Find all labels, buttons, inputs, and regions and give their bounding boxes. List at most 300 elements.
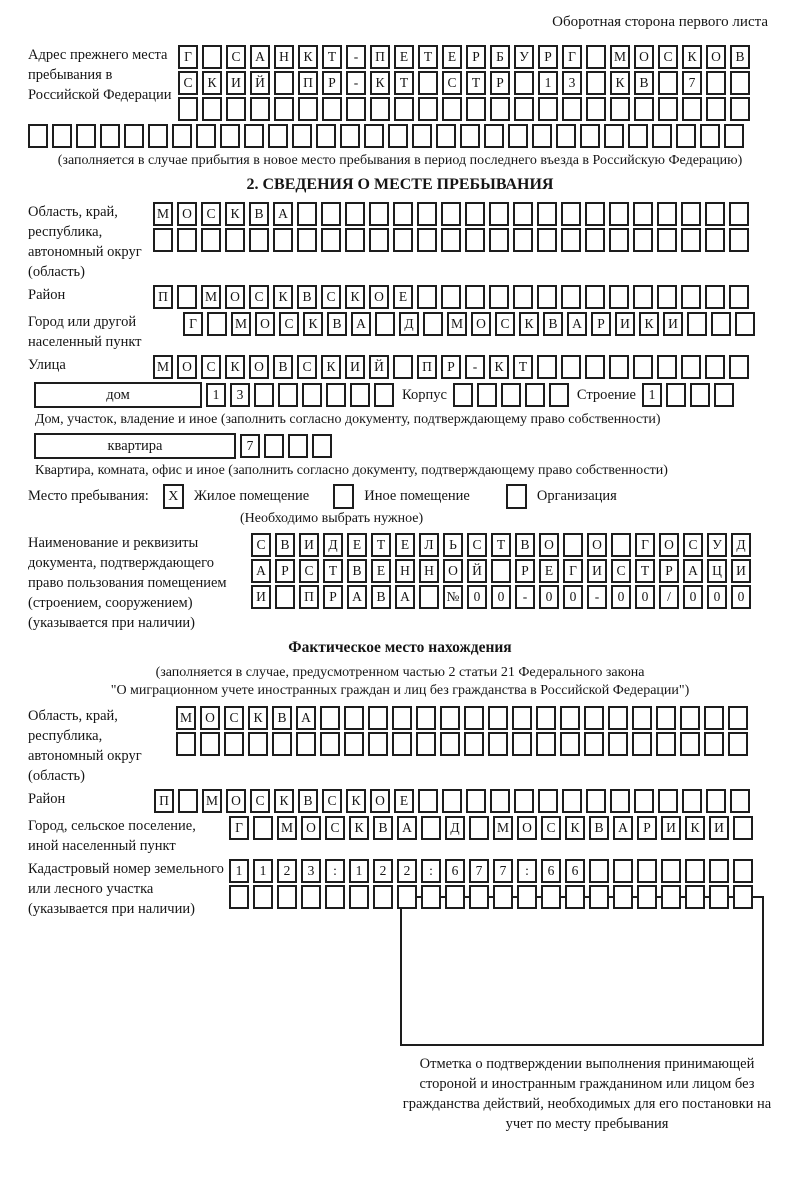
- char-box: К: [489, 355, 509, 379]
- char-box: [392, 732, 412, 756]
- char-box: [417, 285, 437, 309]
- char-box: [730, 71, 750, 95]
- char-box: [388, 124, 408, 148]
- char-box: Т: [466, 71, 486, 95]
- char-box: [513, 285, 533, 309]
- char-box: [440, 732, 460, 756]
- char-box: [685, 859, 705, 883]
- char-box: [442, 789, 462, 813]
- char-box: 1: [349, 859, 369, 883]
- char-box: [728, 732, 748, 756]
- char-box: [652, 124, 672, 148]
- char-box: [508, 124, 528, 148]
- char-box: [682, 789, 702, 813]
- char-box: Р: [322, 71, 342, 95]
- char-box: [417, 228, 437, 252]
- city-field: [28, 312, 772, 352]
- char-box: [560, 732, 580, 756]
- char-box: А: [273, 202, 293, 226]
- document-row-3: [251, 585, 751, 609]
- apartment-box: квартира: [34, 433, 236, 459]
- char-box: О: [539, 533, 559, 557]
- char-box: [321, 202, 341, 226]
- char-box: О: [301, 816, 321, 840]
- char-box: [637, 885, 657, 909]
- section2-title: 2. СВЕДЕНИЯ О МЕСТЕ ПРЕБЫВАНИЯ: [246, 176, 554, 193]
- char-box: [52, 124, 72, 148]
- char-box: Т: [322, 45, 342, 69]
- actual-region-field: [28, 706, 772, 786]
- char-box: [346, 97, 366, 121]
- cadastral-row-1: [229, 859, 753, 883]
- char-box: 7: [240, 434, 260, 458]
- char-box: [733, 885, 753, 909]
- char-box: [729, 355, 749, 379]
- char-box: [656, 706, 676, 730]
- char-box: [488, 732, 508, 756]
- char-box: [200, 732, 220, 756]
- char-box: 2: [277, 859, 297, 883]
- char-box: Д: [731, 533, 751, 557]
- char-box: [490, 789, 510, 813]
- char-box: [392, 706, 412, 730]
- char-box: С: [321, 285, 341, 309]
- char-box: [537, 202, 557, 226]
- char-box: 3: [230, 383, 250, 407]
- char-box: 1: [538, 71, 558, 95]
- char-box: 0: [563, 585, 583, 609]
- char-box: [608, 732, 628, 756]
- char-box: [733, 859, 753, 883]
- char-box: [633, 355, 653, 379]
- char-box: И: [661, 816, 681, 840]
- char-box: -: [346, 71, 366, 95]
- char-box: Т: [323, 559, 343, 583]
- char-box: К: [345, 285, 365, 309]
- char-box: [488, 706, 508, 730]
- char-box: /: [659, 585, 679, 609]
- char-box: [248, 732, 268, 756]
- char-box: И: [709, 816, 729, 840]
- char-box: О: [255, 312, 275, 336]
- char-box: [344, 732, 364, 756]
- char-box: М: [153, 355, 173, 379]
- char-box: [561, 355, 581, 379]
- char-box: [685, 885, 705, 909]
- region-row-1: [153, 202, 749, 226]
- char-box: 0: [491, 585, 511, 609]
- char-box: К: [274, 789, 294, 813]
- char-box: А: [296, 706, 316, 730]
- prev-address-field: [28, 45, 772, 121]
- char-box: 1: [642, 383, 662, 407]
- district-label: Район: [28, 287, 66, 303]
- char-box: [613, 859, 633, 883]
- char-box: [445, 885, 465, 909]
- char-box: [268, 124, 288, 148]
- char-box: [253, 885, 273, 909]
- char-box: [226, 97, 246, 121]
- char-box: [253, 816, 273, 840]
- char-box: Р: [466, 45, 486, 69]
- char-box: К: [639, 312, 659, 336]
- char-box: -: [515, 585, 535, 609]
- char-box: К: [519, 312, 539, 336]
- char-box: [585, 285, 605, 309]
- char-box: Ь: [443, 533, 463, 557]
- char-box: [536, 706, 556, 730]
- char-box: [538, 789, 558, 813]
- char-box: [525, 383, 545, 407]
- char-box: [220, 124, 240, 148]
- prev-address-row-2: [178, 71, 750, 95]
- char-box: П: [154, 789, 174, 813]
- region-field: [28, 202, 772, 282]
- char-box: Е: [371, 559, 391, 583]
- char-box: И: [299, 533, 319, 557]
- char-box: В: [371, 585, 391, 609]
- char-box: П: [298, 71, 318, 95]
- char-box: [202, 97, 222, 121]
- char-box: [298, 97, 318, 121]
- char-box: [465, 202, 485, 226]
- char-box: [730, 97, 750, 121]
- char-box: [657, 228, 677, 252]
- char-box: [345, 202, 365, 226]
- char-box: [196, 124, 216, 148]
- char-box: [350, 383, 370, 407]
- char-box: [369, 228, 389, 252]
- char-box: Т: [371, 533, 391, 557]
- char-box: -: [465, 355, 485, 379]
- prev-address-label: Адрес прежнего места пребывания в Российской Федерации: [28, 47, 172, 103]
- char-box: Г: [562, 45, 582, 69]
- char-box: [393, 202, 413, 226]
- char-box: Е: [394, 45, 414, 69]
- char-box: 0: [467, 585, 487, 609]
- char-box: [628, 124, 648, 148]
- char-box: Е: [395, 533, 415, 557]
- char-box: В: [272, 706, 292, 730]
- char-box: [436, 124, 456, 148]
- char-box: К: [346, 789, 366, 813]
- char-box: В: [634, 71, 654, 95]
- char-box: [397, 885, 417, 909]
- char-box: [441, 285, 461, 309]
- char-box: 0: [683, 585, 703, 609]
- region-row-2: [153, 228, 749, 252]
- char-box: К: [298, 45, 318, 69]
- house-box: дом: [34, 382, 202, 408]
- char-box: [368, 706, 388, 730]
- char-box: 0: [731, 585, 751, 609]
- char-box: Л: [419, 533, 439, 557]
- char-box: [229, 885, 249, 909]
- apartment-cells: [240, 434, 332, 458]
- char-box: [153, 228, 173, 252]
- char-box: К: [273, 285, 293, 309]
- char-box: [512, 706, 532, 730]
- char-box: [632, 732, 652, 756]
- char-box: К: [685, 816, 705, 840]
- char-box: Р: [323, 585, 343, 609]
- char-box: [585, 228, 605, 252]
- char-box: 0: [635, 585, 655, 609]
- char-box: О: [249, 355, 269, 379]
- char-box: Т: [513, 355, 533, 379]
- char-box: [464, 706, 484, 730]
- char-box: [441, 202, 461, 226]
- char-box: 1: [229, 859, 249, 883]
- char-box: А: [347, 585, 367, 609]
- char-box: [728, 706, 748, 730]
- char-box: [586, 789, 606, 813]
- char-box: [532, 124, 552, 148]
- char-box: [711, 312, 731, 336]
- char-box: И: [615, 312, 635, 336]
- char-box: [340, 124, 360, 148]
- char-box: [611, 533, 631, 557]
- actual-location-note-2: "О миграционном учете иностранных граждан и лиц без гражданства в Российской Федерации"): [110, 683, 690, 698]
- char-box: И: [663, 312, 683, 336]
- char-box: [124, 124, 144, 148]
- document-field: [28, 533, 772, 633]
- char-box: [690, 383, 710, 407]
- char-box: Д: [323, 533, 343, 557]
- char-box: Р: [490, 71, 510, 95]
- document-row-1: [251, 533, 751, 557]
- char-box: [250, 97, 270, 121]
- char-box: [512, 732, 532, 756]
- char-box: [464, 732, 484, 756]
- char-box: Е: [347, 533, 367, 557]
- char-box: [418, 97, 438, 121]
- document-row-2: [251, 559, 751, 583]
- house-row: [28, 382, 772, 408]
- char-box: [202, 45, 222, 69]
- char-box: [681, 285, 701, 309]
- char-box: Т: [635, 559, 655, 583]
- char-box: [244, 124, 264, 148]
- confirmation-stamp-box: [400, 896, 764, 1046]
- char-box: [249, 228, 269, 252]
- korpus-label: Корпус: [402, 386, 447, 403]
- char-box: [706, 97, 726, 121]
- char-box: Р: [637, 816, 657, 840]
- char-box: И: [345, 355, 365, 379]
- street-label: Улица: [28, 357, 66, 373]
- char-box: О: [587, 533, 607, 557]
- char-box: 1: [206, 383, 226, 407]
- char-box: :: [517, 859, 537, 883]
- char-box: С: [495, 312, 515, 336]
- actual-district-label: Район: [28, 791, 66, 807]
- char-box: М: [447, 312, 467, 336]
- char-box: [297, 228, 317, 252]
- char-box: [275, 585, 295, 609]
- char-box: Г: [563, 559, 583, 583]
- char-box: [610, 789, 630, 813]
- char-box: [274, 71, 294, 95]
- char-box: [585, 355, 605, 379]
- district-field: [28, 285, 772, 309]
- char-box: [658, 97, 678, 121]
- char-box: Р: [591, 312, 611, 336]
- other-premises-label: Иное помещение: [364, 488, 470, 504]
- char-box: [666, 383, 686, 407]
- char-box: :: [325, 859, 345, 883]
- char-box: А: [397, 816, 417, 840]
- actual-city-row: [229, 816, 753, 840]
- char-box: Е: [539, 559, 559, 583]
- char-box: 2: [397, 859, 417, 883]
- district-row: [153, 285, 749, 309]
- char-box: О: [177, 355, 197, 379]
- char-box: С: [683, 533, 703, 557]
- char-box: [580, 124, 600, 148]
- char-box: [729, 228, 749, 252]
- char-box: [608, 706, 628, 730]
- char-box: А: [613, 816, 633, 840]
- char-box: [589, 885, 609, 909]
- apartment-caption: Квартира, комната, офис и иное (заполнить согласно документу, подтверждающему право собственности): [35, 463, 668, 478]
- char-box: [460, 124, 480, 148]
- char-box: 7: [682, 71, 702, 95]
- char-box: [637, 859, 657, 883]
- char-box: [658, 71, 678, 95]
- char-box: 7: [493, 859, 513, 883]
- char-box: [489, 285, 509, 309]
- prev-address-row-3: [178, 97, 750, 121]
- char-box: [537, 285, 557, 309]
- actual-region-label: Область, край, республика, автономный округ (область): [28, 708, 142, 784]
- char-box: [514, 789, 534, 813]
- char-box: М: [277, 816, 297, 840]
- char-box: [704, 732, 724, 756]
- char-box: О: [659, 533, 679, 557]
- char-box: [706, 789, 726, 813]
- other-premises-checkbox: [333, 484, 354, 509]
- char-box: -: [587, 585, 607, 609]
- char-box: [465, 285, 485, 309]
- char-box: [421, 885, 441, 909]
- char-box: Й: [369, 355, 389, 379]
- char-box: [733, 816, 753, 840]
- char-box: [278, 383, 298, 407]
- char-box: -: [346, 45, 366, 69]
- char-box: [364, 124, 384, 148]
- city-label: Город или другой населенный пункт: [28, 314, 142, 350]
- char-box: [556, 124, 576, 148]
- char-box: [419, 585, 439, 609]
- stroenie-cells: [642, 383, 734, 407]
- prev-address-rows: [178, 45, 750, 121]
- char-box: Р: [441, 355, 461, 379]
- char-box: Р: [659, 559, 679, 583]
- char-box: [681, 355, 701, 379]
- char-box: [609, 228, 629, 252]
- char-box: [537, 228, 557, 252]
- char-box: [513, 228, 533, 252]
- stay-type-label: Место пребывания:: [28, 488, 149, 504]
- char-box: [491, 559, 511, 583]
- char-box: [735, 312, 755, 336]
- char-box: Й: [250, 71, 270, 95]
- char-box: [705, 228, 725, 252]
- char-box: [393, 228, 413, 252]
- char-box: [28, 124, 48, 148]
- char-box: Т: [418, 45, 438, 69]
- char-box: [586, 45, 606, 69]
- char-box: [297, 202, 317, 226]
- stay-option-other: [333, 484, 470, 509]
- char-box: [501, 383, 521, 407]
- stroenie-label: Строение: [576, 386, 636, 403]
- actual-district-field: [28, 789, 772, 813]
- char-box: :: [421, 859, 441, 883]
- char-box: [585, 202, 605, 226]
- char-box: С: [201, 202, 221, 226]
- residential-label: Жилое помещение: [193, 488, 310, 504]
- char-box: [680, 706, 700, 730]
- char-box: [609, 355, 629, 379]
- char-box: [584, 706, 604, 730]
- char-box: [729, 202, 749, 226]
- char-box: [658, 789, 678, 813]
- char-box: [589, 859, 609, 883]
- char-box: [441, 228, 461, 252]
- char-box: [493, 885, 513, 909]
- actual-location-note-1: (заполняется в случае, предусмотренном частью 2 статьи 21 Федерального закона: [155, 665, 645, 680]
- char-box: 6: [541, 859, 561, 883]
- char-box: [254, 383, 274, 407]
- stay-option-residential: [163, 484, 309, 509]
- char-box: Г: [178, 45, 198, 69]
- stay-type-hint: (Необходимо выбрать нужное): [240, 511, 424, 526]
- char-box: [374, 383, 394, 407]
- char-box: Р: [538, 45, 558, 69]
- char-box: [490, 97, 510, 121]
- actual-location-title: Фактическое место нахождения: [288, 639, 512, 656]
- char-box: 0: [611, 585, 631, 609]
- char-box: В: [297, 285, 317, 309]
- char-box: [423, 312, 443, 336]
- char-box: М: [201, 285, 221, 309]
- house-caption: Дом, участок, владение и иное (заполнить согласно документу, подтверждающему право собственности): [35, 412, 661, 427]
- char-box: [100, 124, 120, 148]
- char-box: О: [471, 312, 491, 336]
- char-box: [687, 312, 707, 336]
- char-box: [661, 885, 681, 909]
- char-box: С: [658, 45, 678, 69]
- char-box: [706, 71, 726, 95]
- char-box: В: [347, 559, 367, 583]
- char-box: О: [517, 816, 537, 840]
- char-box: [561, 202, 581, 226]
- region-label: Область, край, республика, автономный округ (область): [28, 204, 142, 280]
- char-box: [541, 885, 561, 909]
- char-box: [613, 885, 633, 909]
- char-box: И: [226, 71, 246, 95]
- char-box: О: [443, 559, 463, 583]
- char-box: [466, 97, 486, 121]
- char-box: [604, 124, 624, 148]
- char-box: О: [706, 45, 726, 69]
- char-box: [469, 885, 489, 909]
- char-box: М: [202, 789, 222, 813]
- char-box: С: [322, 789, 342, 813]
- char-box: [562, 97, 582, 121]
